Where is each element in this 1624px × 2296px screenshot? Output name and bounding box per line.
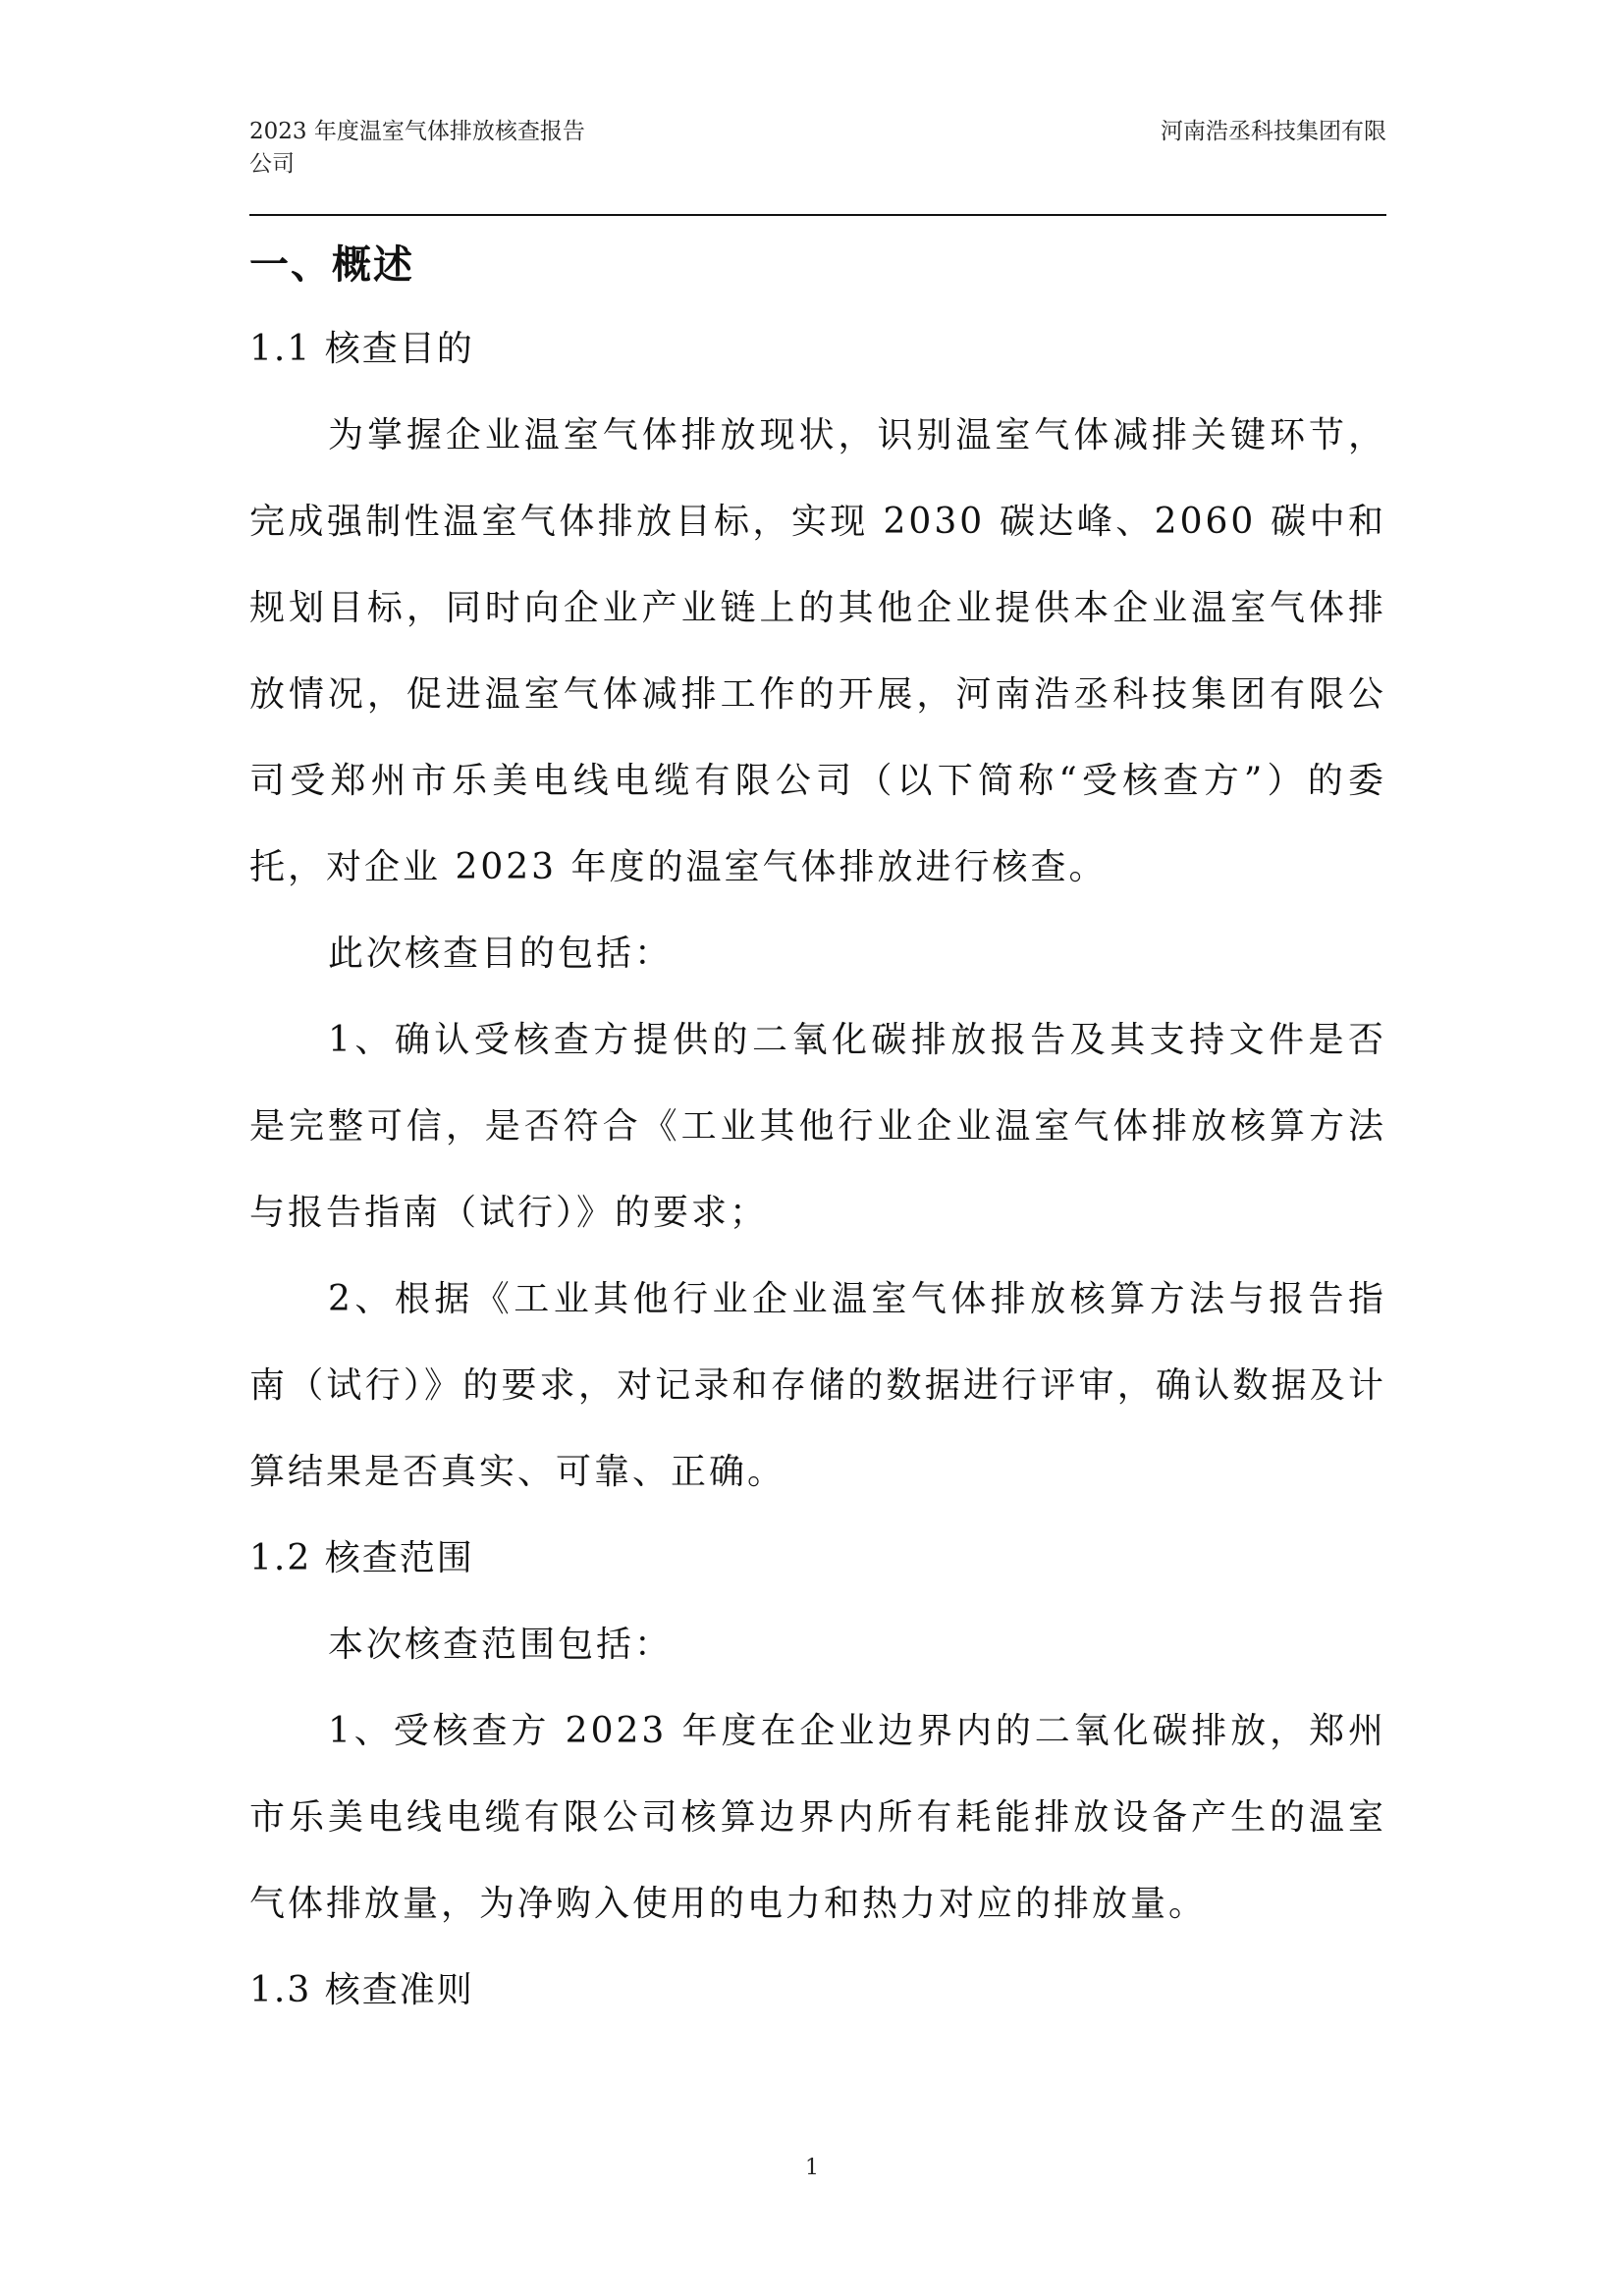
paragraph-scope-intro: 本次核查范围包括： [328,1625,674,1665]
paragraph-purpose: 为掌握企业温室气体排放现状，识别温室气体减排关键环节，完成强制性温室气体排放目标，实现 2030 碳达峰、2060 碳中和规划目标，同时向企业产业链上的其他企业提供本企业温室气体排放情况，促进温室气体减排工作的开展，河南浩丞科技集团有限公司受郑州市乐美电线电缆有限公司（以下简称“受核查方”）的委托，对企业 2023 年度的温室气体排放进行核查。 [249,415,1386,887]
document-body [249,224,1386,2034]
paragraph-purpose-intro: 此次核查目的包括： [328,934,674,974]
header-company-name: 河南浩丞科技集团有限 [1161,119,1386,144]
header-divider [249,214,1386,216]
header-title-line1: 2023 年度温室气体排放核查报告 [249,119,585,144]
header-title-line2: 公司 [249,151,295,177]
header-report-title [249,116,760,181]
page-number: 1 [805,2156,819,2180]
heading-1-3: 1.3 核查准则 [249,1970,474,2010]
section-title-overview: 一、概述 [249,242,414,288]
list-item-purpose-1: 1、确认受核查方提供的二氧化碳排放报告及其支持文件是否是完整可信，是否符合《工业其他行业企业温室气体排放核算方法与报告指南（试行）》的要求； [249,1020,1386,1233]
list-item-purpose-2: 2、根据《工业其他行业企业温室气体排放核算方法与报告指南（试行）》的要求，对记录和存储的数据进行评审，确认数据及计算结果是否真实、可靠、正确。 [249,1279,1386,1492]
heading-1-2: 1.2 核查范围 [249,1538,474,1578]
list-item-scope-1: 1、受核查方 2023 年度在企业边界内的二氧化碳排放，郑州市乐美电线电缆有限公司核算边界内所有耗能排放设备产生的温室气体排放量，为净购入使用的电力和热力对应的排放量。 [249,1711,1386,1924]
heading-1-1: 1.1 核查目的 [249,329,474,369]
